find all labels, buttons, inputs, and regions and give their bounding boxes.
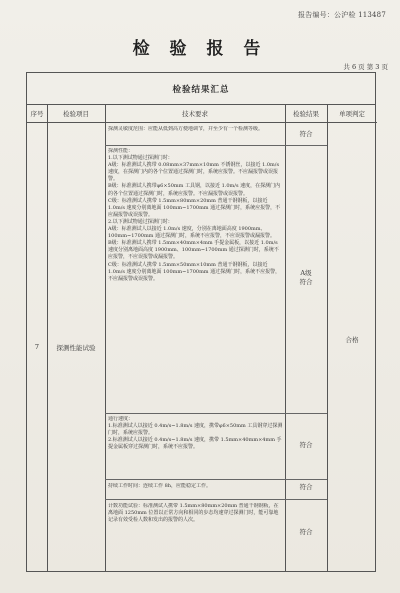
report-number: 报告编号：公沪检 113487 [298, 11, 386, 19]
col-header-item: 检验项目 [47, 105, 105, 123]
item-verdict: 合格 [345, 336, 359, 344]
row-divider [105, 499, 327, 500]
test-item: 探测性能试验 [56, 344, 96, 352]
col-header-result: 检验结果 [285, 105, 327, 123]
col-header-number: 序号 [27, 105, 47, 123]
requirement-continuous-operation: 持续工作时间：连续工作 8h，应能稳定工作。 [108, 483, 211, 489]
col-header-requirement: 技术要求 [105, 105, 285, 123]
row-number: 7 [34, 343, 40, 351]
result-counting-function: 符合 [299, 528, 313, 536]
row-divider [105, 145, 327, 146]
result-continuous-operation: 符合 [299, 483, 313, 491]
result-sensitivity: 符合 [299, 130, 313, 138]
result-passing-speed: 符合 [299, 441, 313, 449]
column-divider [47, 105, 48, 571]
row-divider [105, 479, 327, 480]
row-divider [105, 413, 327, 414]
requirement-passing-speed: 通行速度： 1.标准测试人以接近 0.4m/s~1.8m/s 速度，携带φ6×50mm 工具钢穿过探测门时，系统应报警。 2.标准测试人以接近 0.4m/s~1.8m/s 速度，携带 1.5mm×40mm×4mm 手提金属板穿过探测门时，系统不应报警。 [108, 416, 283, 451]
page-title: 检 验 报 告 [132, 39, 268, 59]
results-table [26, 72, 376, 572]
requirement-counting-function: 计数功能试验：标准测试人携带 1.5mm×80mm×20mm 普通干钢钢板，在离地面 1250mm 位置以正常方向和相同的步态均速穿过探测门时，能可靠地记录有效受检人数和发出的报警的人次。 [108, 503, 279, 524]
column-divider [105, 105, 106, 571]
requirement-sensitivity: 探测灵敏度范围：应能从低到高方便地调节，并至少有一个检测等级。 [108, 126, 264, 132]
col-header-verdict: 单项判定 [327, 105, 377, 123]
summary-title: 检验结果汇总 [27, 73, 375, 105]
page-count: 共 6 页 第 3 页 [343, 63, 388, 71]
column-divider [285, 105, 286, 571]
requirement-detection-performance: 探测性能： 1.以下测试物通过探测门时： A级：标准测试人携带 0.08mm×37mm×10mm 不锈钢丝，以接近 1.0m/s 速度，在探测门内的各个位置通过探测门时，系统应报警。不应漏报警或误报警。 B级：标准测试人携带φ6×50mm 工具钢，以接近 1.0m/s 速度，在探测门内的各个位置通过探测门时，系统应报警。不应漏报警或误报警。 C级：标准测试人携带 1.5mm×80mm×20mm 普通干钢钢板，以接近 1.0m/s 速度分别离地面 100mm~1700mm 通过探测门时，系统应报警，不应漏报警或误报警。 2.以下测试物通过探测门时： A级：标准测试人以接近 1.0m/s 速度，分别在离地面高度 1900mm、100mm~1700mm 通过探测门时，系统不应报警，不应误报警或漏报警。 B级：标准测试人携带 1.5mm×40mm×4mm 手提金属板，以接近 1.0m/s 速度分别离地面高度 1900mm、100mm~1700mm 通过探测门时，系统不应报警，不应误报警或漏报警。 C级：标准测试人携带 1.5mm×50mm×10mm 普通干钢钢板，以接近 1.0m/s 速度分别离地面 100mm~1700mm 通过探测门时，系统不应报警，不应漏报警或误报警。 [108, 148, 281, 282]
result-detection-performance: A级 符合 [299, 269, 313, 286]
